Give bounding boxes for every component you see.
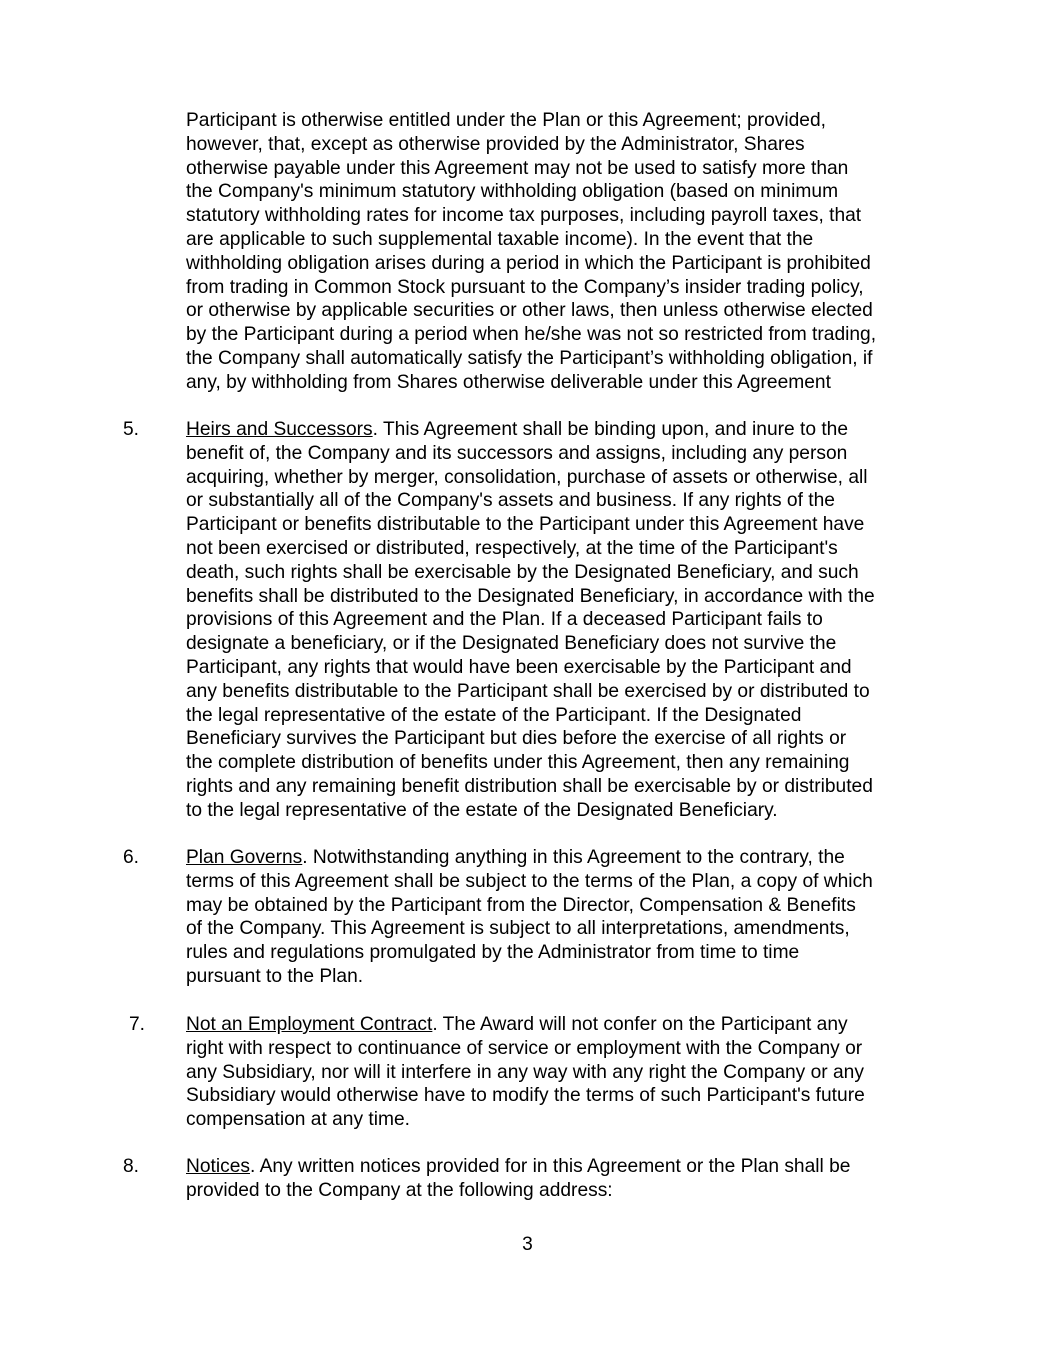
section-number: 5. (123, 419, 140, 440)
section-body (186, 846, 946, 989)
section-body (186, 1155, 946, 1203)
section-heading: Not an Employment Contract (186, 1014, 433, 1035)
section-heading: Plan Governs (186, 847, 303, 868)
section-heading: Notices (186, 1156, 250, 1177)
continuation-paragraph: Participant is otherwise entitled under the Plan or this Agreement; provided, however, that, except as otherwise provided by the Administrator, Shares otherwise payable under this Agreement may not be used to satisfy more than the Company's minimum statutory withholding obligation (based on minimum statutory withholding rates for income tax purposes, including payroll taxes, that are applicable to such supplemental taxable income). In the event that the withholding obligation arises during a period in which the Participant is prohibited from trading in Common Stock pursuant to the Company’s insider trading policy, or otherwise by applicable securities or other laws, then unless otherwise elected by the Participant during a period when he/she was not so restricted from trading, the Company shall automatically satisfy the Participant’s withholding obligation, if any, by withholding from Shares otherwise deliverable under this Agreement (186, 110, 877, 393)
section-number: 6. (123, 847, 140, 868)
page-number: 3 (522, 1234, 533, 1255)
section-text: . Any written notices provided for in this Agreement or the Plan shall be provided to the Company at the following address: (186, 1156, 851, 1201)
section-number: 7. (129, 1014, 146, 1035)
section-body (186, 1013, 946, 1132)
section-text: . This Agreement shall be binding upon, and inure to the benefit of, the Company and its successors and assigns, including any person acquiring, whether by merger, consolidation, purchase of assets or otherwise, all or substantially all of the Company's assets and business. If any rights of the Participant or benefits distributable to the Participant under this Agreement have not been exercised or distributed, respectively, at the time of the Participant's death, such rights shall be exercisable by the Designated Beneficiary, and such benefits shall be distributed to the Designated Beneficiary, in accordance with the provisions of this Agreement and the Plan. If a deceased Participant fails to designate a beneficiary, or if the Designated Beneficiary does not survive the Participant, any rights that would have been exercisable by the Participant and any benefits distributable to the Participant shall be exercised by or distributed to the legal representative of the estate of the Participant. If the Designated Beneficiary survives the Participant but dies before the exercise of all rights or the complete distribution of benefits under this Agreement, then any remaining rights and any remaining benefit distribution shall be exercisable by or distributed to the legal representative of the estate of the Designated Beneficiary. (186, 419, 875, 821)
section-text: . Notwithstanding anything in this Agreement to the contrary, the terms of this Agreement shall be subject to the terms of the Plan, a copy of which may be obtained by the Participant from the Director, Compensation & Benefits of the Company. This Agreement is subject to all interpretations, amendments, rules and regulations promulgated by the Administrator from time to time pursuant to the Plan. (186, 847, 873, 987)
section-text: . The Award will not confer on the Participant any right with respect to continuance of service or employment with the Company or any Subsidiary, nor will it interfere in any way with any right the Company or any Subsidiary would otherwise have to modify the terms of such Participant's future compensation at any time. (186, 1014, 865, 1131)
section-heading: Heirs and Successors (186, 419, 373, 440)
section-body (186, 418, 946, 823)
section-number: 8. (123, 1156, 140, 1177)
